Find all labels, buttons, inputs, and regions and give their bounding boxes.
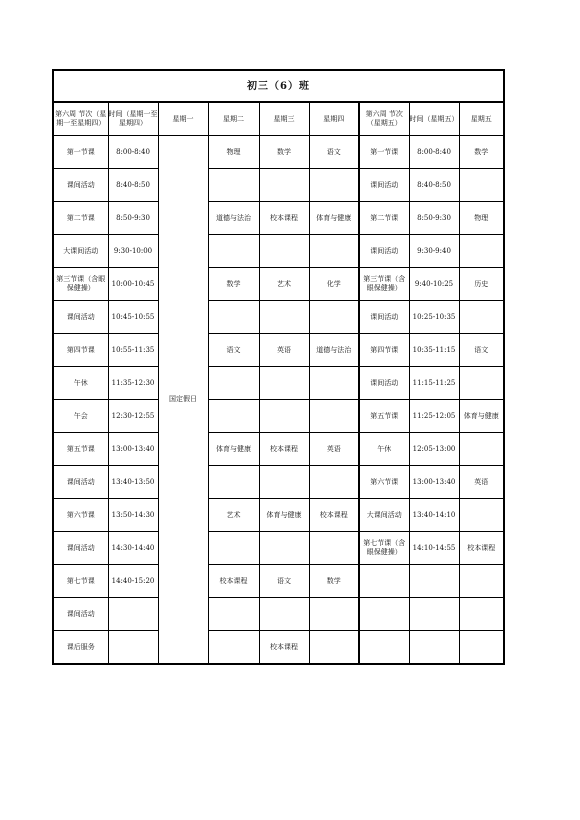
table-row bbox=[53, 301, 504, 334]
cell-time-fri: 11:15-11:25 bbox=[409, 367, 459, 400]
cell-period-fri: 课间活动 bbox=[359, 235, 409, 268]
header-period-mon-thu: 第六周 节次（星期一至星期四） bbox=[53, 102, 108, 136]
cell-thursday bbox=[309, 235, 359, 268]
cell-tuesday: 道德与法治 bbox=[208, 202, 259, 235]
cell-thursday: 校本课程 bbox=[309, 499, 359, 532]
cell-period-fri: 第四节课 bbox=[359, 334, 409, 367]
cell-time-fri bbox=[409, 565, 459, 598]
cell-wednesday: 数学 bbox=[259, 136, 309, 169]
cell-period-mon-thu: 课间活动 bbox=[53, 466, 108, 499]
cell-period-mon-thu: 第四节课 bbox=[53, 334, 108, 367]
timetable bbox=[52, 69, 505, 665]
cell-tuesday bbox=[208, 367, 259, 400]
cell-friday bbox=[459, 499, 504, 532]
cell-wednesday bbox=[259, 466, 309, 499]
cell-thursday bbox=[309, 301, 359, 334]
cell-period-mon-thu: 课后服务 bbox=[53, 631, 108, 665]
cell-wednesday bbox=[259, 301, 309, 334]
table-row bbox=[53, 631, 504, 665]
cell-time-mon-thu: 14:40-15:20 bbox=[108, 565, 158, 598]
header-tuesday: 星期二 bbox=[208, 102, 259, 136]
cell-tuesday: 语文 bbox=[208, 334, 259, 367]
table-row bbox=[53, 202, 504, 235]
cell-time-fri: 8:00-8:40 bbox=[409, 136, 459, 169]
cell-period-mon-thu: 第七节课 bbox=[53, 565, 108, 598]
table-row bbox=[53, 499, 504, 532]
cell-thursday: 英语 bbox=[309, 433, 359, 466]
cell-friday bbox=[459, 301, 504, 334]
cell-period-fri: 第六节课 bbox=[359, 466, 409, 499]
cell-time-fri: 10:35-11:15 bbox=[409, 334, 459, 367]
cell-thursday bbox=[309, 169, 359, 202]
table-row bbox=[53, 334, 504, 367]
cell-thursday: 化学 bbox=[309, 268, 359, 301]
cell-tuesday bbox=[208, 532, 259, 565]
cell-period-mon-thu: 课间活动 bbox=[53, 532, 108, 565]
cell-friday bbox=[459, 565, 504, 598]
cell-period-fri bbox=[359, 598, 409, 631]
cell-time-mon-thu: 10:00-10:45 bbox=[108, 268, 158, 301]
table-row bbox=[53, 532, 504, 565]
cell-wednesday bbox=[259, 367, 309, 400]
cell-time-fri: 14:10-14:55 bbox=[409, 532, 459, 565]
cell-time-fri: 13:00-13:40 bbox=[409, 466, 459, 499]
cell-period-fri bbox=[359, 565, 409, 598]
cell-tuesday bbox=[208, 301, 259, 334]
cell-time-mon-thu: 14:30-14:40 bbox=[108, 532, 158, 565]
cell-time-fri: 10:25-10:35 bbox=[409, 301, 459, 334]
cell-tuesday bbox=[208, 631, 259, 665]
cell-thursday: 道德与法治 bbox=[309, 334, 359, 367]
cell-thursday: 数学 bbox=[309, 565, 359, 598]
cell-time-mon-thu: 10:45-10:55 bbox=[108, 301, 158, 334]
table-row bbox=[53, 268, 504, 301]
cell-period-mon-thu: 第五节课 bbox=[53, 433, 108, 466]
cell-time-fri bbox=[409, 598, 459, 631]
cell-time-fri bbox=[409, 631, 459, 665]
cell-time-mon-thu: 9:30-10:00 bbox=[108, 235, 158, 268]
cell-wednesday: 体育与健康 bbox=[259, 499, 309, 532]
cell-time-fri: 12:05-13:00 bbox=[409, 433, 459, 466]
cell-period-mon-thu: 课间活动 bbox=[53, 598, 108, 631]
cell-friday bbox=[459, 433, 504, 466]
cell-period-mon-thu: 午休 bbox=[53, 367, 108, 400]
table-row bbox=[53, 400, 504, 433]
cell-period-mon-thu: 大课间活动 bbox=[53, 235, 108, 268]
cell-period-fri: 课间活动 bbox=[359, 301, 409, 334]
cell-tuesday: 数学 bbox=[208, 268, 259, 301]
cell-friday bbox=[459, 367, 504, 400]
cell-time-mon-thu bbox=[108, 631, 158, 665]
cell-thursday: 体育与健康 bbox=[309, 202, 359, 235]
cell-time-mon-thu bbox=[108, 598, 158, 631]
cell-time-mon-thu: 13:40-13:50 bbox=[108, 466, 158, 499]
cell-period-mon-thu: 第二节课 bbox=[53, 202, 108, 235]
cell-period-mon-thu: 第三节课（含眼保健操） bbox=[53, 268, 108, 301]
holiday-cell: 国定假日 bbox=[158, 136, 208, 665]
cell-friday: 物理 bbox=[459, 202, 504, 235]
cell-tuesday: 艺术 bbox=[208, 499, 259, 532]
header-friday: 星期五 bbox=[459, 102, 504, 136]
table-row bbox=[53, 466, 504, 499]
cell-time-mon-thu: 13:00-13:40 bbox=[108, 433, 158, 466]
cell-time-mon-thu: 8:50-9:30 bbox=[108, 202, 158, 235]
table-row bbox=[53, 235, 504, 268]
cell-friday: 校本课程 bbox=[459, 532, 504, 565]
cell-period-fri: 第一节课 bbox=[359, 136, 409, 169]
cell-time-fri: 8:40-8:50 bbox=[409, 169, 459, 202]
cell-friday bbox=[459, 631, 504, 665]
cell-tuesday: 物理 bbox=[208, 136, 259, 169]
cell-tuesday bbox=[208, 169, 259, 202]
table-row bbox=[53, 367, 504, 400]
header-time-mon-thu: 时间（星期一至星期四） bbox=[108, 102, 158, 136]
cell-tuesday: 校本课程 bbox=[208, 565, 259, 598]
cell-period-fri: 第二节课 bbox=[359, 202, 409, 235]
cell-wednesday bbox=[259, 169, 309, 202]
cell-time-fri: 8:50-9:30 bbox=[409, 202, 459, 235]
header-thursday: 星期四 bbox=[309, 102, 359, 136]
cell-period-mon-thu: 课间活动 bbox=[53, 301, 108, 334]
table-title: 初三（6）班 bbox=[53, 70, 504, 102]
cell-friday: 历史 bbox=[459, 268, 504, 301]
cell-wednesday: 艺术 bbox=[259, 268, 309, 301]
cell-period-mon-thu: 第一节课 bbox=[53, 136, 108, 169]
cell-friday: 语文 bbox=[459, 334, 504, 367]
cell-time-mon-thu: 10:55-11:35 bbox=[108, 334, 158, 367]
cell-time-fri: 11:25-12:05 bbox=[409, 400, 459, 433]
cell-period-fri bbox=[359, 631, 409, 665]
cell-tuesday bbox=[208, 466, 259, 499]
cell-friday bbox=[459, 235, 504, 268]
cell-wednesday bbox=[259, 598, 309, 631]
cell-friday: 英语 bbox=[459, 466, 504, 499]
cell-period-fri: 第七节课（含眼保健操） bbox=[359, 532, 409, 565]
cell-wednesday: 英语 bbox=[259, 334, 309, 367]
cell-tuesday bbox=[208, 598, 259, 631]
table-row bbox=[53, 598, 504, 631]
cell-tuesday bbox=[208, 400, 259, 433]
cell-thursday bbox=[309, 367, 359, 400]
cell-wednesday bbox=[259, 532, 309, 565]
header-monday: 星期一 bbox=[158, 102, 208, 136]
cell-wednesday: 校本课程 bbox=[259, 202, 309, 235]
header-time-fri: 时间（星期五） bbox=[409, 102, 459, 136]
cell-period-fri: 大课间活动 bbox=[359, 499, 409, 532]
cell-time-fri: 13:40-14:10 bbox=[409, 499, 459, 532]
cell-tuesday bbox=[208, 235, 259, 268]
cell-period-mon-thu: 午会 bbox=[53, 400, 108, 433]
cell-wednesday bbox=[259, 400, 309, 433]
cell-friday: 体育与健康 bbox=[459, 400, 504, 433]
table-row bbox=[53, 169, 504, 202]
cell-wednesday: 校本课程 bbox=[259, 433, 309, 466]
cell-period-fri: 午休 bbox=[359, 433, 409, 466]
cell-period-mon-thu: 第六节课 bbox=[53, 499, 108, 532]
cell-time-mon-thu: 13:50-14:30 bbox=[108, 499, 158, 532]
cell-period-fri: 第五节课 bbox=[359, 400, 409, 433]
cell-period-fri: 课间活动 bbox=[359, 367, 409, 400]
header-period-fri: 第六周 节次（星期五） bbox=[359, 102, 409, 136]
header-wednesday: 星期三 bbox=[259, 102, 309, 136]
cell-period-fri: 第三节课（含眼保健操） bbox=[359, 268, 409, 301]
cell-wednesday: 语文 bbox=[259, 565, 309, 598]
cell-time-mon-thu: 8:40-8:50 bbox=[108, 169, 158, 202]
table-row bbox=[53, 565, 504, 598]
cell-thursday bbox=[309, 598, 359, 631]
cell-thursday bbox=[309, 631, 359, 665]
cell-time-fri: 9:40-10:25 bbox=[409, 268, 459, 301]
cell-period-mon-thu: 课间活动 bbox=[53, 169, 108, 202]
cell-thursday bbox=[309, 466, 359, 499]
cell-time-mon-thu: 12:30-12:55 bbox=[108, 400, 158, 433]
cell-time-mon-thu: 11:35-12:30 bbox=[108, 367, 158, 400]
table-row bbox=[53, 136, 504, 169]
cell-period-fri: 课间活动 bbox=[359, 169, 409, 202]
cell-friday bbox=[459, 598, 504, 631]
cell-thursday bbox=[309, 532, 359, 565]
cell-thursday: 语文 bbox=[309, 136, 359, 169]
cell-tuesday: 体育与健康 bbox=[208, 433, 259, 466]
cell-wednesday bbox=[259, 235, 309, 268]
cell-friday: 数学 bbox=[459, 136, 504, 169]
cell-time-mon-thu: 8:00-8:40 bbox=[108, 136, 158, 169]
cell-thursday bbox=[309, 400, 359, 433]
cell-wednesday: 校本课程 bbox=[259, 631, 309, 665]
cell-friday bbox=[459, 169, 504, 202]
table-row bbox=[53, 433, 504, 466]
cell-time-fri: 9:30-9:40 bbox=[409, 235, 459, 268]
